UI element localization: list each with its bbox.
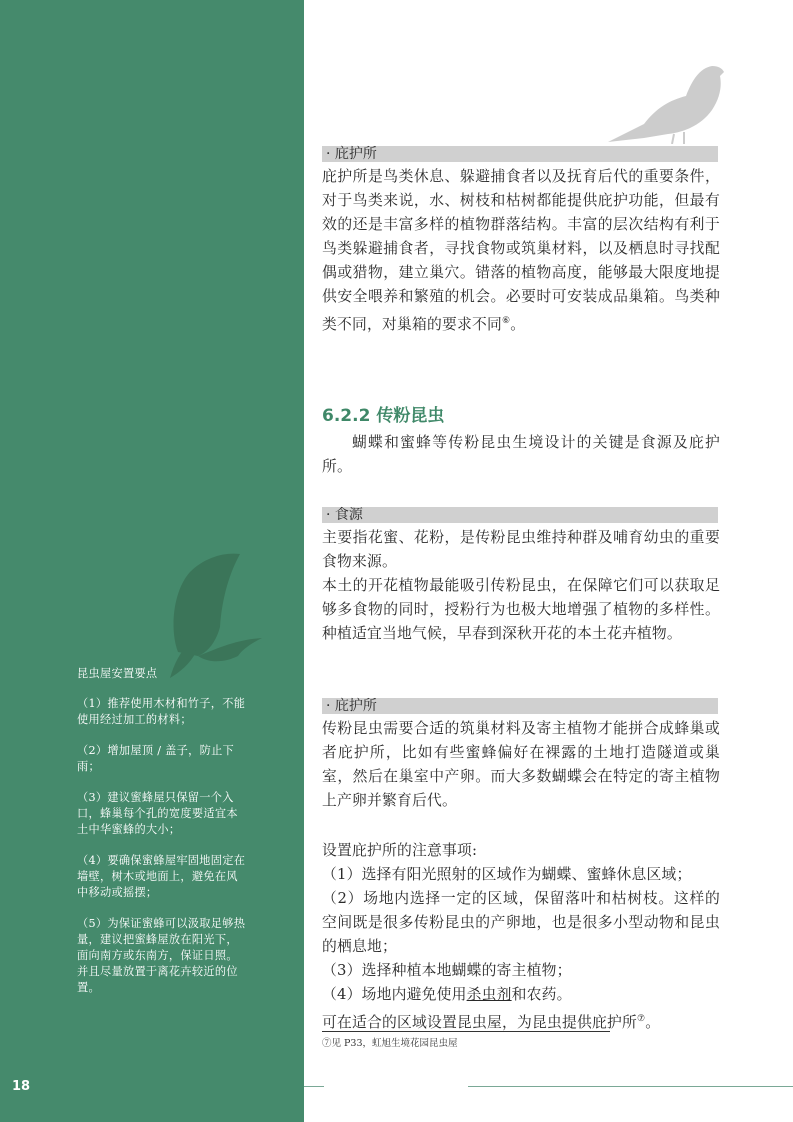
- footer-rule-right: [468, 1086, 793, 1087]
- section-bar-insect-shelter: · 庇护所: [322, 698, 718, 714]
- closing-sentence: 可在适合的区域设置昆虫屋，为昆虫提供庇护所⑦。: [322, 1013, 661, 1031]
- intro-paragraph: 蝴蝶和蜜蜂等传粉昆虫生境设计的关键是食源及庇护所。: [322, 434, 720, 475]
- section-bar-shelter: · 庇护所: [322, 146, 718, 162]
- footnote: ⑦见 P33，虹旭生境花园昆虫屋: [322, 1038, 458, 1049]
- note-item: （2）增加屋顶 / 盖子，防止下雨；: [77, 744, 235, 773]
- list-item: （3）选择种植本地蝴蝶的寄主植物；: [322, 962, 572, 979]
- butterfly-icon: [150, 552, 270, 682]
- note-item: （1）推荐使用木材和竹子，不能使用经过加工的材料；: [77, 697, 246, 726]
- note-item: （5）为保证蜜蜂可以汲取足够热量，建议把蜜蜂屋放在阳光下，面向南方或东南方，保证日照。并且尽量放置于离花卉较近的位置。: [77, 917, 246, 994]
- list-title: 设置庇护所的注意事项:: [322, 842, 478, 859]
- list-item: （1）选择有阳光照射的区域作为蝴蝶、蜜蜂休息区域；: [322, 866, 692, 883]
- page-number: 18: [12, 1079, 31, 1094]
- list-item: （2）场地内选择一定的区域，保留落叶和枯树枝。这样的空间既是很多传粉昆虫的产卵地，也是很多小型动物和昆虫的栖息地；: [322, 890, 720, 955]
- shelter-paragraph: 庇护所是鸟类休息、躲避捕食者以及抚育后代的重要条件，对于鸟类来说，水、树枝和枯树都能提供庇护功能，但最有效的还是丰富多样的植物群落结构。丰富的层次结构有利于鸟类躲避捕食者，寻找食物或筑巢材料，以及栖息时寻找配偶或猎物，建立巢穴。错落的植物高度，能够最大限度地提供安全喂养和繁殖的机会。必要时可安装成品巢箱。鸟类种类不同，对巢箱的要求不同⑥。: [322, 168, 720, 333]
- note-item: （3）建议蜜蜂屋只保留一个入口，蜂巢每个孔的宽度要适宜本土中华蜜蜂的大小；: [77, 791, 238, 836]
- footer-rule-left: [304, 1086, 324, 1087]
- section-heading: 6.2.2 传粉昆虫: [322, 406, 445, 426]
- insect-house-notes: [77, 666, 249, 1011]
- food-paragraph-2: 本土的开花植物最能吸引传粉昆虫，在保障它们可以获取足够多食物的同时，授粉行为也极大地增强了植物的多样性。种植适宜当地气候，早春到深秋开花的本土花卉植物。: [322, 577, 720, 642]
- bird-icon: [604, 58, 728, 144]
- footnote-divider: [322, 1031, 610, 1032]
- insect-shelter-paragraph: 传粉昆虫需要合适的筑巢材料及寄主植物才能拼合成蜂巢或者庇护所，比如有些蜜蜂偏好在裸露的土地打造隧道或巢室，然后在巢室中产卵。而大多数蝴蝶会在特定的寄主植物上产卵并繁育后代。: [322, 720, 720, 809]
- note-item: （4）要确保蜜蜂屋牢固地固定在墙壁，树木或地面上，避免在风中移动或摇摆；: [77, 854, 246, 899]
- food-paragraph-1: 主要指花蜜、花粉，是传粉昆虫维持种群及哺育幼虫的重要食物来源。: [322, 529, 720, 570]
- sidebar-panel: [0, 0, 304, 1122]
- section-bar-food: · 食源: [322, 507, 718, 523]
- list-item: （4）场地内避免使用杀虫剂和农药。: [322, 986, 572, 1003]
- notes-title: 昆虫屋安置要点: [77, 667, 158, 680]
